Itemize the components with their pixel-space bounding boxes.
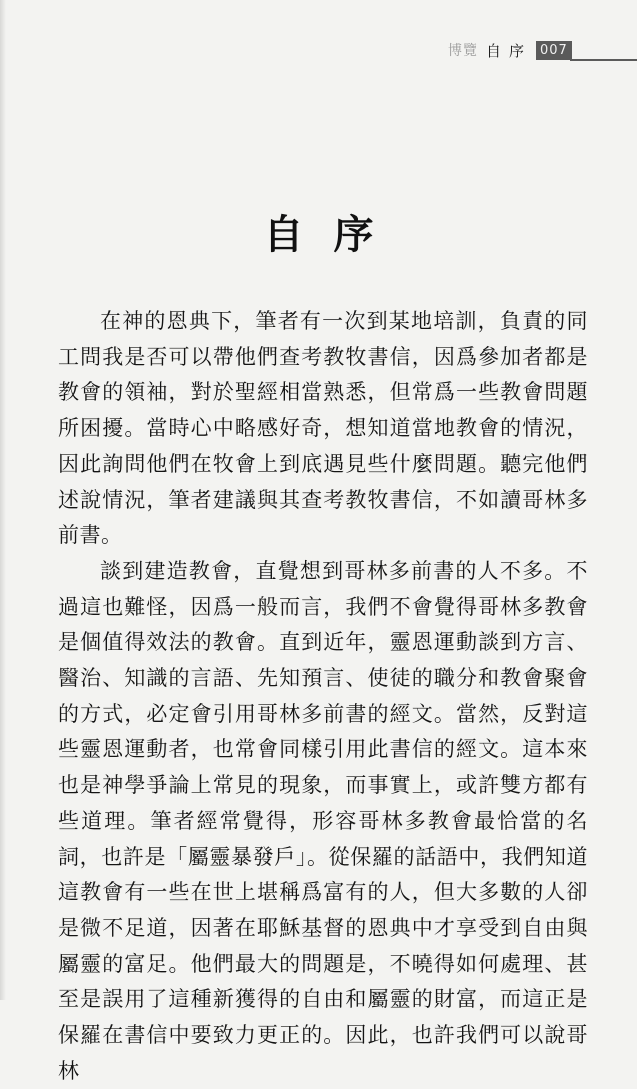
header-title: 自序 [486,41,533,60]
body-text [58,304,588,1089]
page-title: 自序 [263,211,404,258]
running-header [448,40,572,60]
page-edge [0,0,6,1000]
page-number: 007 [536,41,572,60]
header-decoration: 博覽 [448,43,478,59]
paragraph-1: 在神的恩典下，筆者有一次到某地培訓，負責的同工問我是否可以帶他們查考教牧書信，因爲參加者都是教會的領袖，對於聖經相當熟悉，但常爲一些教會問題所困擾。當時心中略感好奇，想知道當地教會的情況，因此詢問他們在牧會上到底遇見些什麼問題。聽完他們述說情況，筆者建議與其查考教牧書信，不如讀哥林多前書。 [58,309,588,548]
paragraph-2: 談到建造教會，直覺想到哥林多前書的人不多。不過這也難怪，因爲一般而言，我們不會覺得哥林多教會是個值得效法的教會。直到近年，靈恩運動談到方言、醫治、知識的言語、先知預言、使徒的職分和教會聚會的方式，必定會引用哥林多前書的經文。當然，反對這些靈恩運動者，也常會同樣引用此書信的經文。這本來也是神學爭論上常見的現象，而事實上，或許雙方都有些道理。筆者經常覺得，形容哥林多教會最恰當的名詞，也許是「屬靈暴發戶」。從保羅的話語中，我們知道這教會有一些在世上堪稱爲富有的人，但大多數的人卻是微不足道，因著在耶穌基督的恩典中才享受到自由與屬靈的富足。他們最大的問題是，不曉得如何處理、甚至是誤用了這種新獲得的自由和屬靈的財富，而這正是保羅在書信中要致力更正的。因此，也許我們可以說哥林 [58,558,588,1083]
header-rule [570,59,637,61]
